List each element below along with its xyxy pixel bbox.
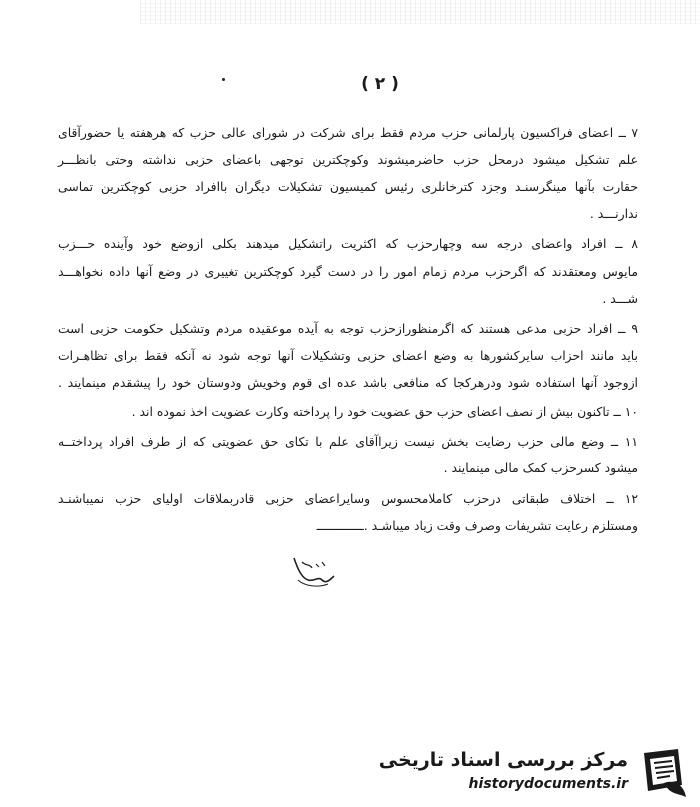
page-number: ( ۲ ) [361,74,399,94]
paragraph-11-line-1: ۱۱ ــ وضع مالی حزب رضایت بخش نیست زیراآقای علم با تکای حق عضویتی که از طرف افراد پرداختــه [58,434,638,449]
paragraph-10-line-1: ۱۰ ــ تاکنون بیش از نصف اعضای حزب حق عضویت خود را پرداخته وکارت عضویت اخذ نموده اند . [131,404,638,419]
document-archive-logo-icon [634,745,692,803]
paragraph-12-line-1: ۱۲ ــ اختلاف طبقاتی درحزب کاملامحسوس وسایراعضای حزبی قادربملاقات اولیای حزب نمیباشنـد [58,491,638,506]
paragraph-8-line-1: ۸ ــ افراد واعضای درجه سه وچهارحزب که اکثریت راتشکیل میدهند بکلی ازوضع خود وآینده حـــزب [58,236,638,251]
watermark [378,745,692,801]
handwritten-signature [288,550,338,594]
paragraph-9-line-3: ازوجود آنها استفاده شود ودرهرکجا که منافعی باشد عده ای قوم وخویش ودوستان خود را پیشقدم مینمایند . [58,375,638,390]
scan-noise [140,0,700,24]
paragraph-9-line-1: ۹ ــ افراد حزبی مدعی هستند که اگرمنظورازحزب توجه به آیده موعقیده مردم وتشکیل حکومت حزبی است [58,321,638,336]
paragraph-7-line-3: حقارت بآنها مینگرسنـد وجزد کترخانلری رئیس کمیسیون تشکیلات دیگران باافراد حزبی کوچکترین تماسی [58,179,638,194]
paragraph-7-line-4: ندارنـــد . [589,206,638,221]
paragraph-11-line-2: میشود کسرحزب کمک مالی مینمایند . [443,460,638,475]
scan-dot [222,78,225,81]
paragraph-12-line-2: ومستلزم رعایت تشریفات وصرف وقت زیاد میباشـد .ـــــــــــــ [316,518,638,533]
watermark-title: مرکز بررسی اسناد تاریخی [378,749,628,771]
watermark-url: historydocuments.ir [468,776,628,792]
paragraph-9-line-2: باید مانند احزاب سایرکشورها به وضع اعضای حزبی وتشکیلات آنها توجه شود نه آنکه فقط برای تظاهـرات [58,348,638,363]
paragraph-7-line-1: ۷ ــ اعضای فراکسیون پارلمانی حزب مردم فقط برای شرکت در شورای عالی حزب که هرهفته یا حضورآقای [58,125,638,140]
paragraph-8-line-3: شـــد . [602,291,638,306]
paragraph-8-line-2: مایوس ومعتقدند که اگرحزب مردم زمام امور را در دست گیرد کوچکترین تغییری در وضع آنها داده نخواهـــد [58,264,638,279]
paragraph-7-line-2: علم تشکیل میشود درمحل حزب حاضرمیشوند وکوچکترین توجهی باعضای حزبی نداشته وحتی بانظـــر [58,152,638,167]
